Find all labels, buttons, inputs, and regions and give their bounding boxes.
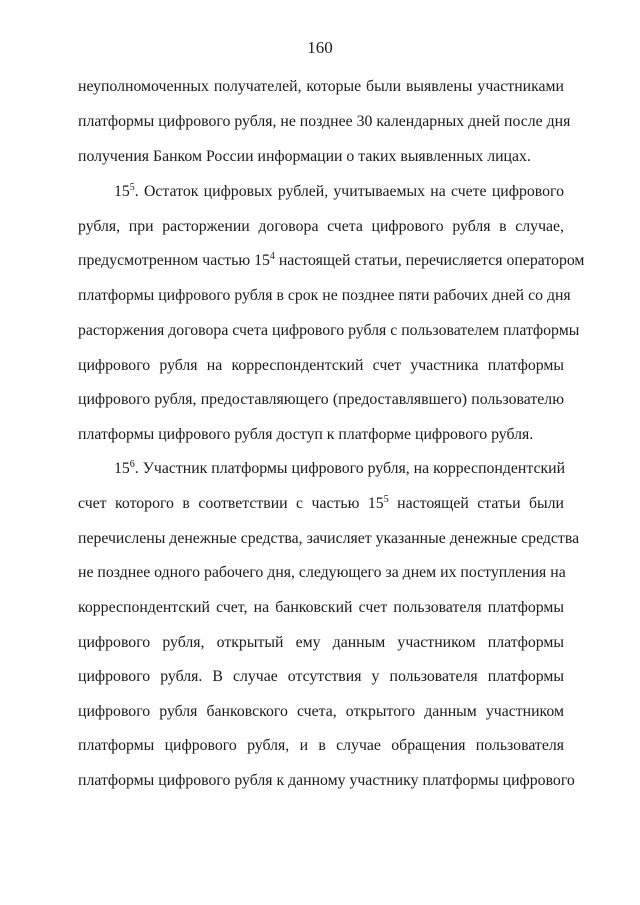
superscript: 5	[129, 182, 135, 193]
text-line	[78, 249, 585, 273]
text-fragment: . Остаток цифровых рублей, учитываемых на счете цифрового	[134, 183, 564, 200]
text-line: неуполномоченных получателей, которые были выявлены участниками	[78, 78, 564, 95]
text-line: не позднее одного рабочего дня, следующего за днем их поступления на	[78, 564, 566, 581]
text-fragment: настоящей статьи, перечисляется оператором	[274, 252, 585, 269]
text-line: платформы цифрового рубля к данному участнику платформы цифрового	[78, 772, 575, 789]
text-line: платформы цифрового рубля в срок не позднее пяти рабочих дней со дня	[78, 287, 571, 304]
superscript: 4	[269, 251, 275, 262]
paragraph-15-5-first-line	[114, 180, 564, 204]
text-fragment: предусмотренном частью 15	[78, 252, 270, 269]
text-line: расторжения договора счета цифрового рубля с пользователем платформы	[78, 322, 580, 339]
text-fragment: настоящей статьи были	[388, 495, 565, 512]
text-line: платформы цифрового рубля, не позднее 30 календарных дней после дня	[78, 113, 571, 130]
superscript: 6	[129, 459, 135, 470]
page-number: 160	[307, 38, 333, 57]
text-line: платформы цифрового рубля доступ к платформе цифрового рубля.	[78, 426, 534, 443]
text-line: рубля, при расторжении договора счета цифрового рубля в случае,	[78, 218, 564, 235]
text-fragment: счет которого в соответствии с частью 15	[78, 495, 384, 512]
paragraph-number: 15	[114, 460, 130, 477]
text-line: получения Банком России информации о таких выявленных лицах.	[78, 148, 531, 165]
text-line: корреспондентский счет, на банковский счет пользователя платформы	[78, 599, 564, 616]
text-line: перечислены денежные средства, зачисляет указанные денежные средства	[78, 530, 580, 547]
text-line	[78, 492, 564, 516]
text-fragment: . Участник платформы цифрового рубля, на корреспондентский	[134, 460, 566, 477]
text-line: цифрового рубля банковского счета, открытого данным участником	[78, 703, 564, 720]
paragraph-15-6-first-line	[114, 457, 564, 481]
text-line: цифрового рубля. В случае отсутствия у пользователя платформы	[78, 668, 564, 685]
superscript: 5	[383, 494, 389, 505]
text-line: цифрового рубля на корреспондентский счет участника платформы	[78, 357, 564, 374]
text-line: платформы цифрового рубля, и в случае обращения пользователя	[78, 737, 564, 754]
text-line: цифрового рубля, предоставляющего (предоставлявшего) пользователю	[78, 391, 564, 408]
text-line: цифрового рубля, открытый ему данным участником платформы	[78, 634, 564, 651]
paragraph-number: 15	[114, 183, 130, 200]
